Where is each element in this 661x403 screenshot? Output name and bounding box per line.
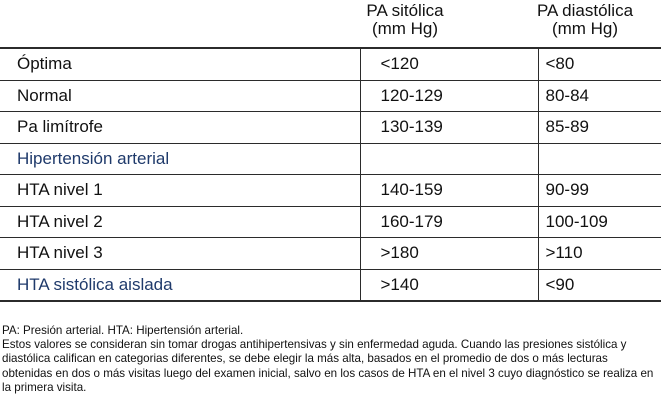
diastolic-header-title: PA diastólica: [536, 1, 634, 20]
table-row: [0, 48, 661, 80]
table-row: [0, 80, 661, 112]
diastolic-column-header: [505, 2, 661, 42]
category-cell: Óptima: [0, 48, 360, 80]
table-row: [0, 206, 661, 238]
blood-pressure-table: [0, 47, 661, 302]
systolic-header-title: PA sitólica: [366, 1, 444, 20]
systolic-column-header: [330, 2, 480, 42]
diastolic-cell: 80-84: [538, 80, 661, 112]
systolic-cell: 160-179: [360, 206, 538, 238]
systolic-cell: 140-159: [360, 175, 538, 207]
table-row: [0, 175, 661, 207]
diastolic-cell: 100-109: [538, 206, 661, 238]
systolic-cell: [360, 143, 538, 175]
table-row-section: [0, 143, 661, 175]
diastolic-header-unit: (mm Hg): [551, 19, 619, 38]
table-row: [0, 238, 661, 270]
footnote-abbreviations: PA: Presión arterial. HTA: Hipertensión arterial.: [2, 324, 244, 337]
diastolic-cell: >110: [538, 238, 661, 270]
category-cell: HTA nivel 2: [0, 206, 360, 238]
diastolic-cell: <90: [538, 269, 661, 301]
systolic-cell: 120-129: [360, 80, 538, 112]
category-cell: HTA nivel 3: [0, 238, 360, 270]
category-cell: HTA nivel 1: [0, 175, 360, 207]
category-cell: HTA sistólica aislada: [0, 269, 360, 301]
section-heading-cell: Hipertensión arterial: [0, 143, 360, 175]
systolic-cell: 130-139: [360, 112, 538, 144]
table-row: [0, 269, 661, 301]
table-row: [0, 112, 661, 144]
diastolic-cell: 90-99: [538, 175, 661, 207]
diastolic-cell: 85-89: [538, 112, 661, 144]
systolic-cell: >180: [360, 238, 538, 270]
category-cell: Normal: [0, 80, 360, 112]
category-cell: Pa limítrofe: [0, 112, 360, 144]
footnote-explanation: Estos valores se consideran sin tomar drogas antihipertensivas y sin enfermedad aguda. Cuando las presiones sistólica y diastólica califican en categorias diferentes, se debe elegir la más alta, basados en el promedio de dos o más lecturas obtenidas en dos o más visitas luego del examen inicial, salvo en los casos de HTA en el nivel 3 cuyo diagnóstico se realiza en la primera visita.: [2, 338, 654, 394]
systolic-header-unit: (mm Hg): [371, 19, 439, 38]
diastolic-cell: [538, 143, 661, 175]
diastolic-cell: <80: [538, 48, 661, 80]
systolic-cell: >140: [360, 269, 538, 301]
footnote: [2, 324, 657, 395]
systolic-cell: <120: [360, 48, 538, 80]
